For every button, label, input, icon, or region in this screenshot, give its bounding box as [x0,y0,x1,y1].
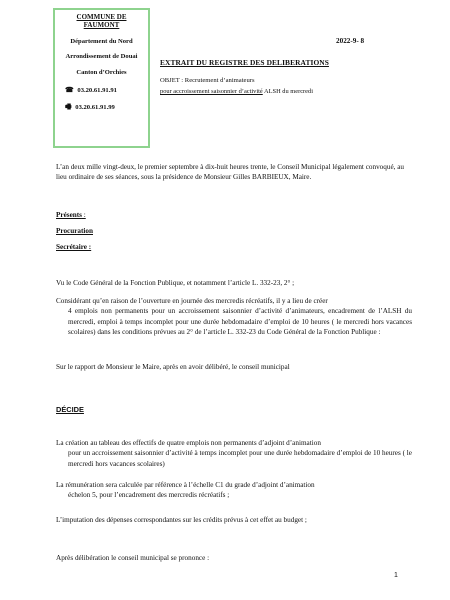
remuneration-first-line: La rémunération sera calculée par référence à l’échelle C1 du grade d’adjoint d’animation [56,481,315,489]
fax-number: 03.20.61.91.99 [75,104,115,112]
creation-rest: pour un accroissement saisonnier d’activité à temps incomplet pour une durée hebdomadaire d’emploi de 10 heures ( le mercredi hors vacances scolaires) [68,449,412,468]
considerant-rest: 4 emplois non permanents pour un accroissement saisonnier d’activité d’animateurs, encadrement de l’ALSH du mercredi, emploi à temps incomplet pour une durée hebdomadaire d’emploi de 10 heures ( le mercredi hors vacances scolaires) dans les conditions prévues au 2° de l’article L. 332-23 du Code Général de la Fonction Publique : [68,307,412,337]
canton: Canton d’Orchies [76,68,127,76]
objet-line-1: OBJET : Recrutement d’animateurs [160,77,255,84]
decide-heading: DÉCIDE [56,405,84,414]
commune-header-box [53,8,150,148]
arrondissement: Arrondissement de Douai [65,53,138,61]
vu-paragraph: Vu le Code Général de la Fonction Publique, et notamment l’article L. 332-23, 2° ; [56,279,295,287]
presents-heading [56,211,86,219]
procuration-heading: Procuration [56,227,93,235]
fax-icon: 🖷 [65,103,72,112]
document-title: EXTRAIT DU REGISTRE DES DELIBERATIONS [160,58,329,67]
objet-rest: ALSH du mercredi [262,88,313,95]
presents-suffix: : [81,211,86,219]
telephone-icon: ☎ [65,85,74,94]
objet-underlined: pour accroissement saisonnier d’activité [160,88,263,95]
creation-paragraph [56,438,412,469]
secretaire-heading: Secrétaire : [56,243,92,251]
document-date: 2022-9- 8 [336,37,365,45]
department: Département du Nord [70,38,133,46]
considerant-first-line: Considérant qu’en raison de l’ouverture en journée des mercredis récréatifs, il y a lieu de créer [56,297,328,305]
considerant-paragraph [56,296,412,338]
apres-paragraph: Après délibération le conseil municipal se prononce : [56,554,210,562]
creation-first-line: La création au tableau des effectifs de quatre emplois non permanents d’adjoint d’animation [56,439,321,447]
rapport-paragraph: Sur le rapport de Monsieur le Maire, après en avoir délibéré, le conseil municipal [56,363,290,371]
imputation-paragraph: L’imputation des dépenses correspondantes sur les crédits prévus à cet effet au budget ; [56,516,307,524]
presents-label: Présents [56,211,82,219]
remuneration-rest: échelon 5, pour l’encadrement des mercredis récréatifs ; [68,491,230,500]
phone-number: 03.20.61.91.91 [77,86,117,94]
fax-line [59,103,144,112]
objet-line-2 [160,88,313,95]
remuneration-paragraph [56,480,412,501]
page-number: 1 [394,572,398,579]
intro-paragraph: L’an deux mille vingt-deux, le premier septembre à dix-huit heures trente, le Conseil Municipal légalement convoqué, au lieu ordinaire de ses séances, sous la présidence de Monsieur Gilles BARBIEUX, Maire. [56,163,405,182]
commune-name: COMMUNE DE FAUMONT [76,13,127,30]
phone-line [59,86,144,95]
